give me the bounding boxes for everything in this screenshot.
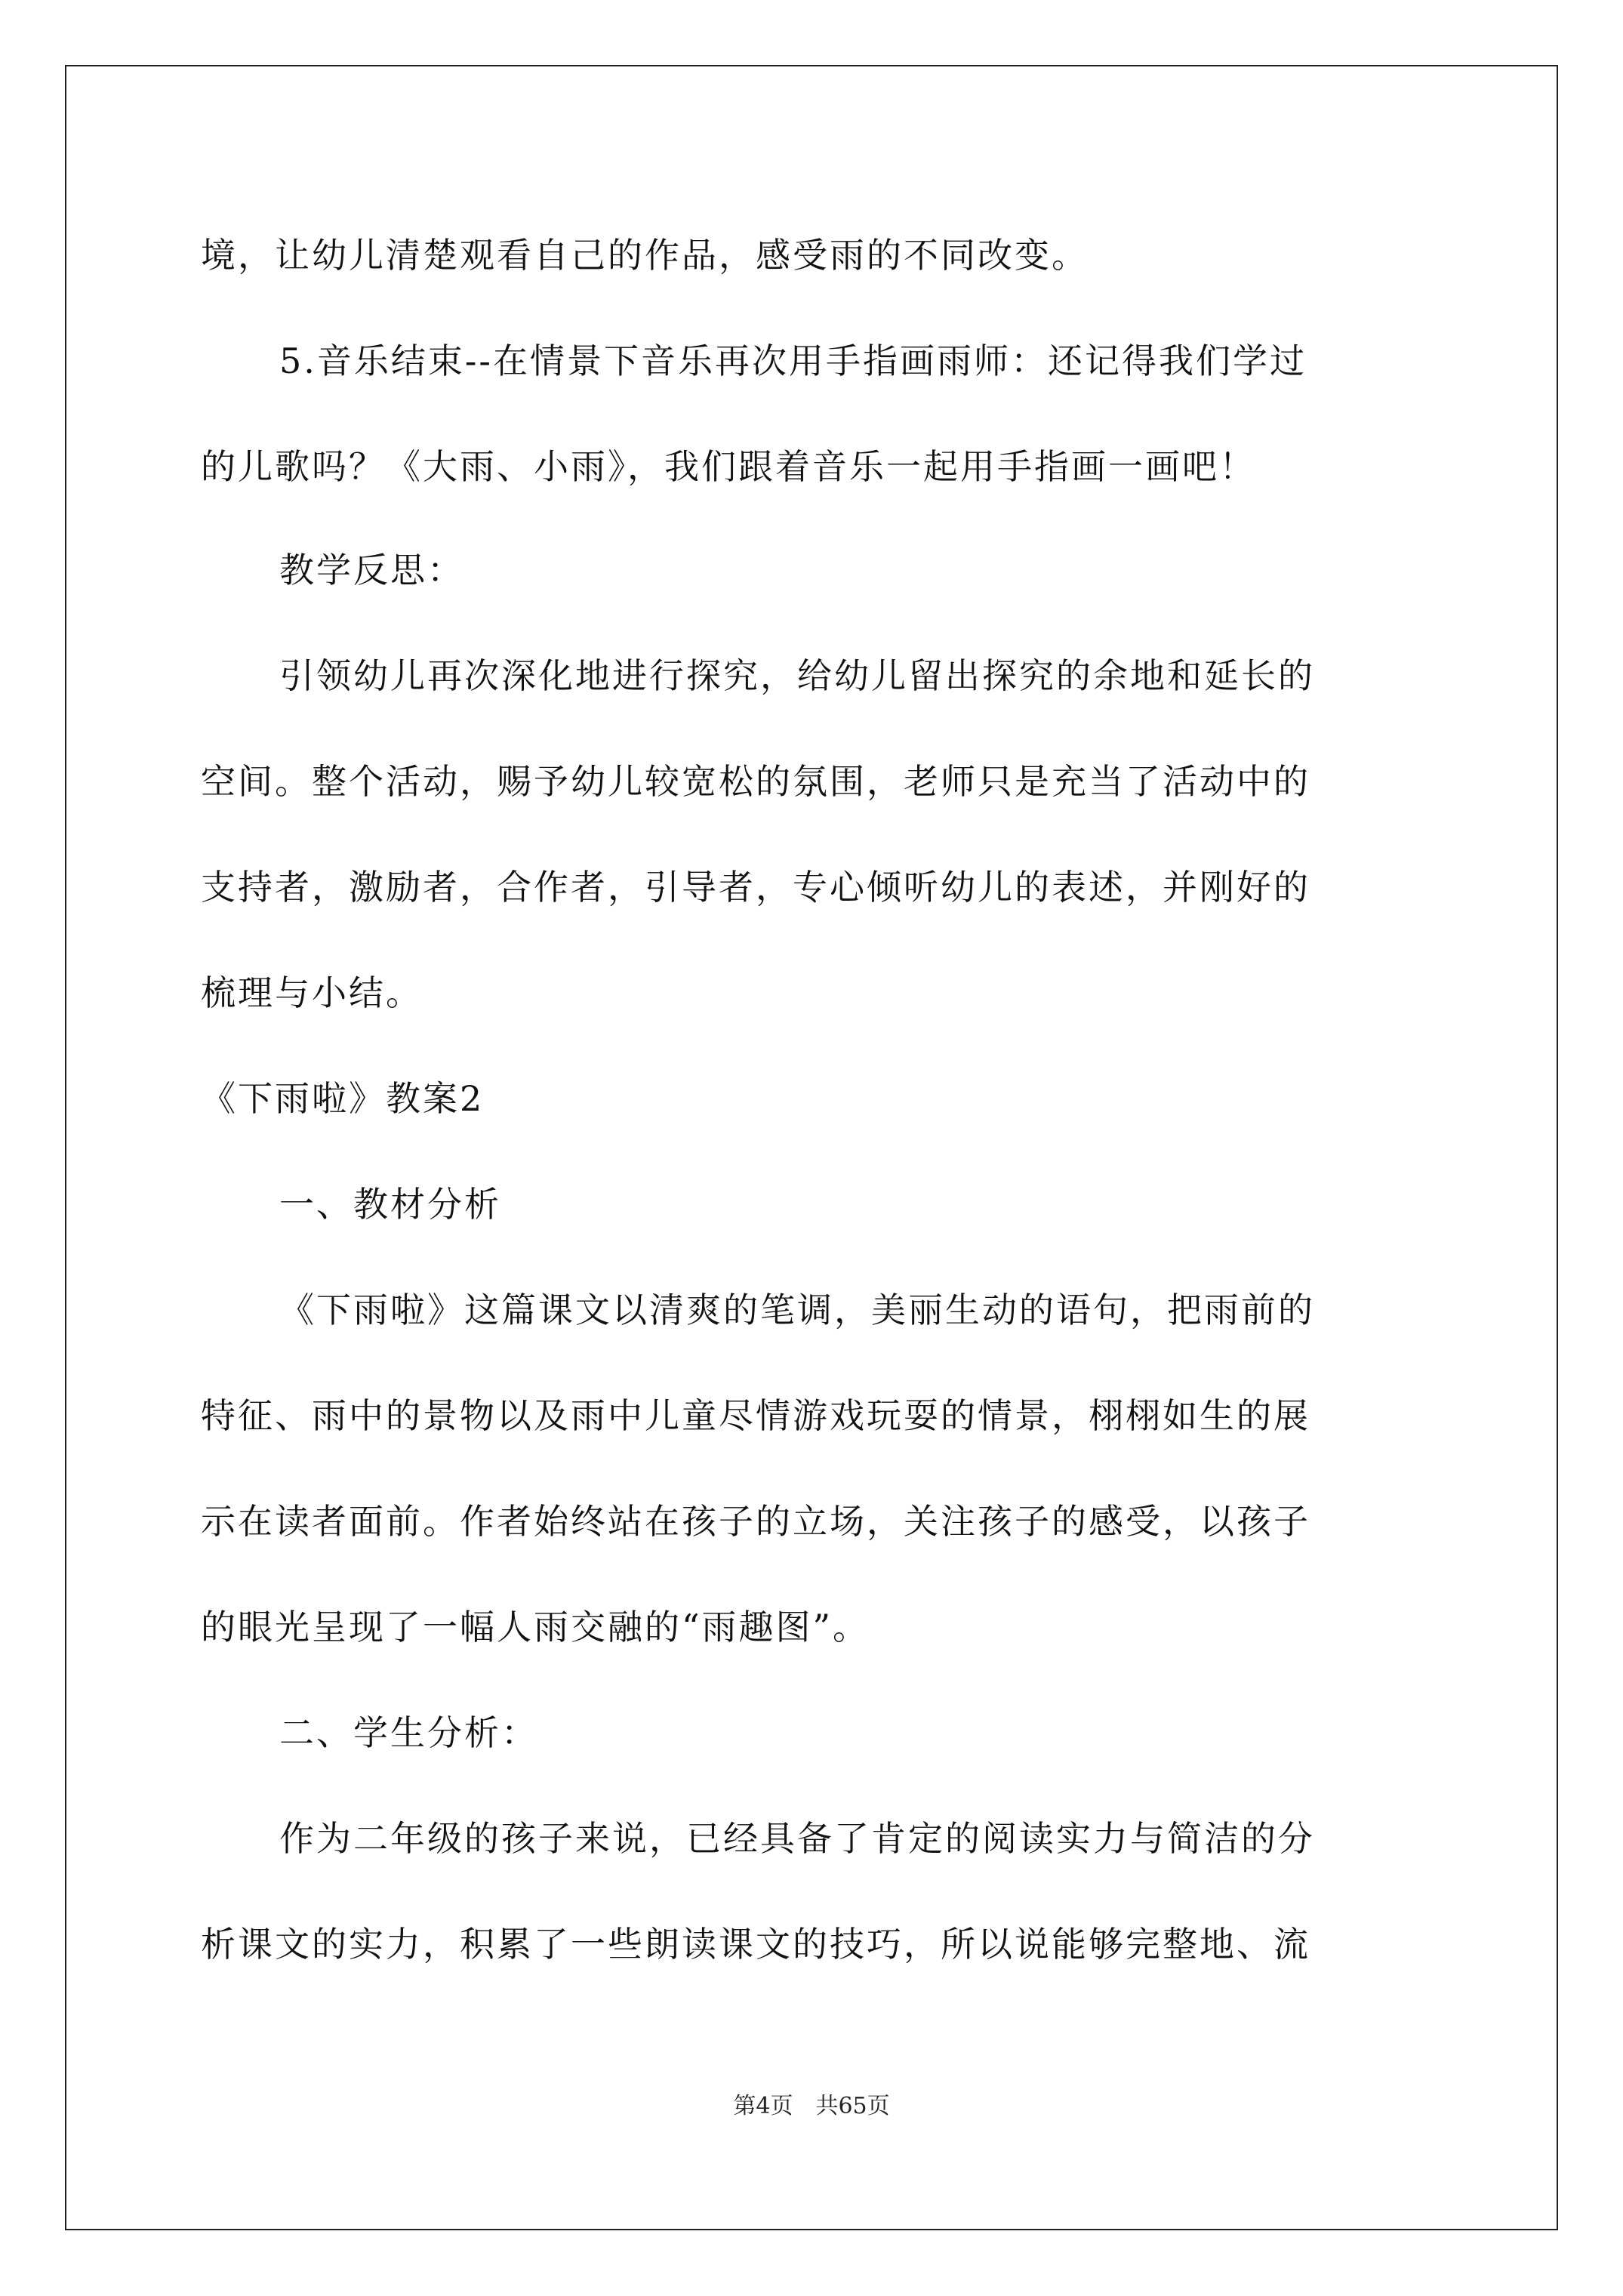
section-heading-material-analysis: 一、教材分析 (279, 1184, 501, 1225)
text-line-6: 空间。整个活动，赐予幼儿较宽松的氛围，老师只是充当了活动中的 (201, 761, 1310, 802)
page-number-footer: 第4页 共65页 (733, 2093, 890, 2119)
text-line-5: 引领幼儿再次深化地进行探究，给幼儿留出探究的余地和延长的 (279, 655, 1315, 696)
text-line-1: 境，让幼儿清楚观看自己的作品，感受雨的不同改变。 (201, 235, 1089, 276)
text-line-7: 支持者，激励者，合作者，引导者，专心倾听幼儿的表述，并刚好的 (201, 867, 1310, 908)
text-line-8: 梳理与小结。 (201, 972, 423, 1013)
text-line-3: 的儿歌吗？《大雨、小雨》，我们跟着音乐一起用手指画一画吧！ (201, 446, 1256, 487)
text-line-12: 特征、雨中的景物以及雨中儿童尽情游戏玩耍的情景，栩栩如生的展 (201, 1395, 1310, 1436)
text-line-11: 《下雨啦》这篇课文以清爽的笔调，美丽生动的语句，把雨前的 (279, 1290, 1315, 1330)
section-heading-reflection: 教学反思： (279, 550, 464, 590)
text-line-13: 示在读者面前。作者始终站在孩子的立场，关注孩子的感受，以孩子 (201, 1501, 1310, 1542)
text-line-17: 析课文的实力，积累了一些朗读课文的技巧，所以说能够完整地、流 (201, 1924, 1310, 1965)
text-line-16: 作为二年级的孩子来说，已经具备了肯定的阅读实力与简洁的分 (279, 1818, 1315, 1859)
lesson-plan-title: 《下雨啦》教案2 (201, 1078, 485, 1119)
section-heading-student-analysis: 二、学生分析： (279, 1712, 538, 1753)
text-line-14: 的眼光呈现了一幅人雨交融的“雨趣图”。 (201, 1607, 870, 1647)
text-line-2: 5.音乐结束--在情景下音乐再次用手指画雨师：还记得我们学过 (279, 341, 1307, 381)
page-border (65, 65, 1558, 2230)
